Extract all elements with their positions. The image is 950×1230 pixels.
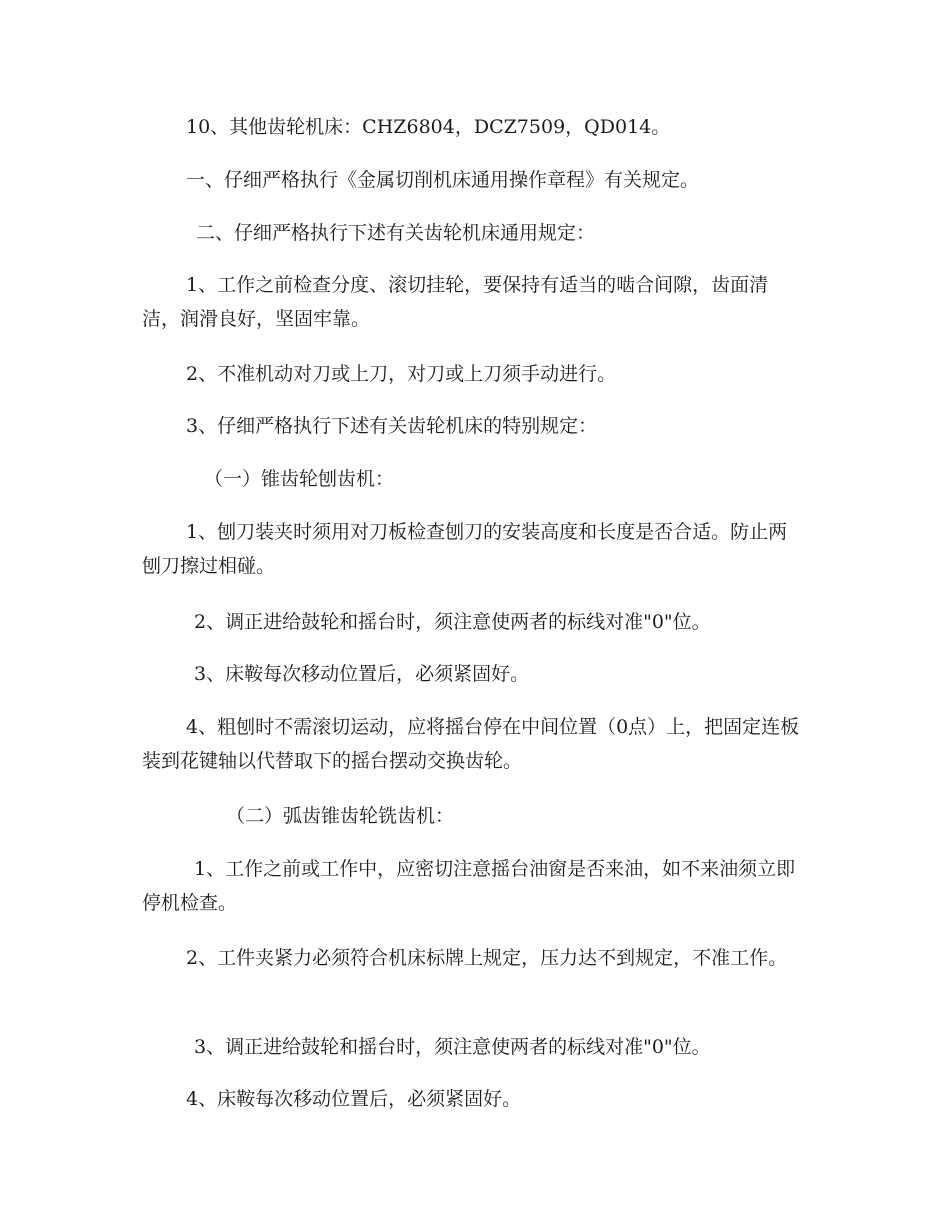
paragraph-section-one: 一、仔细严格执行《金属切削机床通用操作章程》有关规定。 [186, 169, 700, 191]
paragraph-rule-2: 2、不准机动对刀或上刀，对刀或上刀须手动进行。 [186, 363, 617, 385]
paragraph-planer-rule-2: 2、调正进给鼓轮和摇台时，须注意使两者的标线对准"0"位。 [194, 611, 711, 633]
paragraph-other-gear-machines: 10、其他齿轮机床：CHZ6804，DCZ7509，QD014。 [186, 116, 671, 138]
paragraph-milling-rule-2: 2、工件夹紧力必须符合机床标牌上规定，压力达不到规定，不准工作。 [186, 947, 788, 969]
paragraph-planer-rule-1: 1、刨刀装夹时须用对刀板检查刨刀的安装高度和长度是否合适。防止两刨刀擦过相碰。 [142, 521, 788, 577]
paragraph-planer-rule-4: 4、粗刨时不需滚切运动，应将摇台停在中间位置（0点）上，把固定连板装到花键轴以代替取下的摇台摆动交换齿轮。 [142, 716, 800, 772]
paragraph-section-two: 二、仔细严格执行下述有关齿轮机床通用规定： [196, 222, 596, 244]
paragraph-rule-3: 3、仔细严格执行下述有关齿轮机床的特别规定： [186, 415, 598, 437]
paragraph-planer-rule-3: 3、床鞍每次移动位置后，必须紧固好。 [194, 663, 530, 685]
paragraph-milling-rule-4: 4、床鞍每次移动位置后，必须紧固好。 [186, 1088, 522, 1110]
subheading-spiral-bevel-milling: （二）弧齿锥齿轮铣齿机： [226, 805, 455, 827]
paragraph-rule-1: 1、工作之前检查分度、滚切挂轮，要保持有适当的啮合间隙，齿面清洁，润滑良好，坚固牢靠。 [142, 274, 769, 330]
subheading-bevel-gear-planer: （一）锥齿轮刨齿机： [204, 468, 395, 490]
paragraph-milling-rule-3: 3、调正进给鼓轮和摇台时，须注意使两者的标线对准"0"位。 [194, 1036, 711, 1058]
paragraph-milling-rule-1: 1、工作之前或工作中，应密切注意摇台油窗是否来油，如不来油须立即停机检查。 [142, 858, 796, 914]
